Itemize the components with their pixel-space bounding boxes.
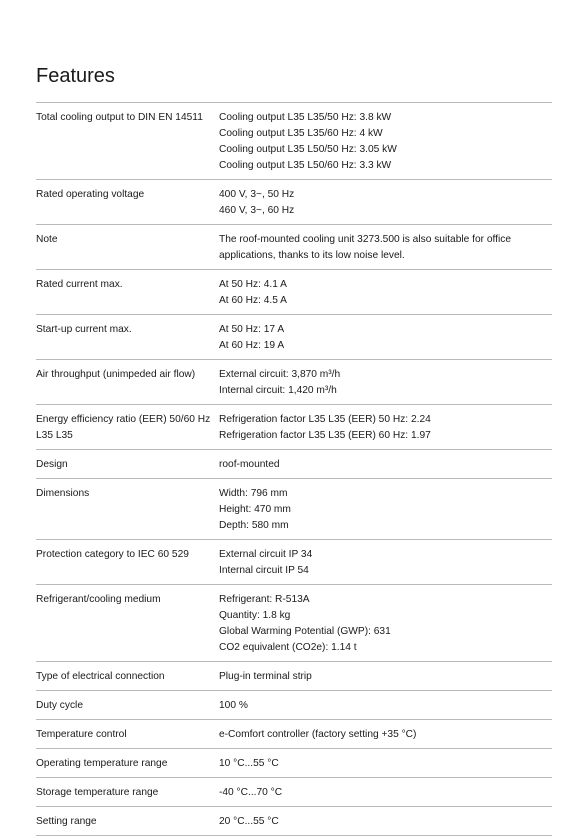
table-row — [36, 585, 552, 662]
row-values — [219, 592, 552, 656]
table-row — [36, 180, 552, 225]
row-label: Start-up current max. — [36, 324, 132, 335]
row-value: External circuit: 3,870 m³/h — [219, 369, 341, 380]
row-value: The roof-mounted cooling unit 3273.500 is also suitable for office applications, thanks to its low noise level. — [219, 234, 512, 261]
row-label: Duty cycle — [36, 700, 83, 711]
row-label: Operating temperature range — [36, 758, 168, 769]
row-value: Internal circuit: 1,420 m³/h — [219, 385, 337, 396]
row-label: Protection category to IEC 60 529 — [36, 549, 189, 560]
row-value: CO2 equivalent (CO2e): 1.14 t — [219, 642, 357, 653]
row-values — [219, 322, 552, 354]
row-value: Cooling output L35 L35/50 Hz: 3.8 kW — [219, 112, 392, 123]
row-value: Refrigeration factor L35 L35 (EER) 60 Hz: 1.97 — [219, 430, 431, 441]
row-value: Width: 796 mm — [219, 488, 288, 499]
row-label: Type of electrical connection — [36, 671, 165, 682]
row-values — [219, 412, 552, 444]
row-label: Note — [36, 234, 58, 245]
row-value: Internal circuit IP 54 — [219, 565, 309, 576]
table-row — [36, 225, 552, 270]
row-value: At 60 Hz: 19 A — [219, 340, 285, 351]
page-title: Features — [36, 65, 115, 87]
table-row — [36, 479, 552, 540]
row-value: At 50 Hz: 17 A — [219, 324, 285, 335]
row-value: e-Comfort controller (factory setting +35 °C) — [219, 729, 417, 740]
table-row — [36, 807, 552, 836]
row-label: Air throughput (unimpeded air flow) — [36, 369, 196, 380]
row-value: Depth: 580 mm — [219, 520, 289, 531]
row-values — [219, 814, 552, 830]
row-value: External circuit IP 34 — [219, 549, 313, 560]
table-row — [36, 778, 552, 807]
row-values — [219, 756, 552, 772]
row-value: Refrigerant: R-513A — [219, 594, 310, 605]
features-table — [36, 102, 552, 836]
table-row — [36, 405, 552, 450]
table-row — [36, 360, 552, 405]
row-label: Refrigerant/cooling medium — [36, 594, 161, 605]
table-row — [36, 691, 552, 720]
row-value: Height: 470 mm — [219, 504, 291, 515]
row-value: 20 °C...55 °C — [219, 816, 279, 827]
row-values — [219, 457, 552, 473]
row-label: Temperature control — [36, 729, 127, 740]
row-label: Total cooling output to DIN EN 14511 — [36, 112, 203, 123]
row-value: -40 °C...70 °C — [219, 787, 283, 798]
row-values — [219, 187, 552, 219]
row-values — [219, 277, 552, 309]
table-row — [36, 540, 552, 585]
row-value: 460 V, 3~, 60 Hz — [219, 205, 295, 216]
row-values — [219, 367, 552, 399]
row-label: Rated current max. — [36, 279, 123, 290]
row-value: Cooling output L35 L50/60 Hz: 3.3 kW — [219, 160, 392, 171]
row-values — [219, 669, 552, 685]
table-row — [36, 662, 552, 691]
row-value: Refrigeration factor L35 L35 (EER) 50 Hz: 2.24 — [219, 414, 431, 425]
row-label: Dimensions — [36, 488, 90, 499]
row-value: Quantity: 1.8 kg — [219, 610, 291, 621]
row-values — [219, 232, 552, 264]
row-value: 400 V, 3~, 50 Hz — [219, 189, 295, 200]
row-values — [219, 785, 552, 801]
table-row — [36, 103, 552, 180]
row-value: 100 % — [219, 700, 248, 711]
row-label: Storage temperature range — [36, 787, 159, 798]
row-label: Setting range — [36, 816, 97, 827]
row-label: Design — [36, 459, 68, 470]
row-value: Cooling output L35 L35/60 Hz: 4 kW — [219, 128, 383, 139]
table-row — [36, 749, 552, 778]
row-value: At 50 Hz: 4.1 A — [219, 279, 287, 290]
row-label: Energy efficiency ratio (EER) 50/60 Hz L35 L35 — [36, 414, 211, 441]
row-value: Plug-in terminal strip — [219, 671, 312, 682]
row-value: At 60 Hz: 4.5 A — [219, 295, 287, 306]
table-row — [36, 315, 552, 360]
row-values — [219, 547, 552, 579]
row-value: Cooling output L35 L50/50 Hz: 3.05 kW — [219, 144, 397, 155]
table-row — [36, 720, 552, 749]
row-value: roof-mounted — [219, 459, 280, 470]
table-row — [36, 450, 552, 479]
table-row — [36, 270, 552, 315]
row-label: Rated operating voltage — [36, 189, 145, 200]
row-values — [219, 110, 552, 174]
row-value: 10 °C...55 °C — [219, 758, 279, 769]
row-value: Global Warming Potential (GWP): 631 — [219, 626, 391, 637]
row-values — [219, 698, 552, 714]
row-values — [219, 486, 552, 534]
row-values — [219, 727, 552, 743]
